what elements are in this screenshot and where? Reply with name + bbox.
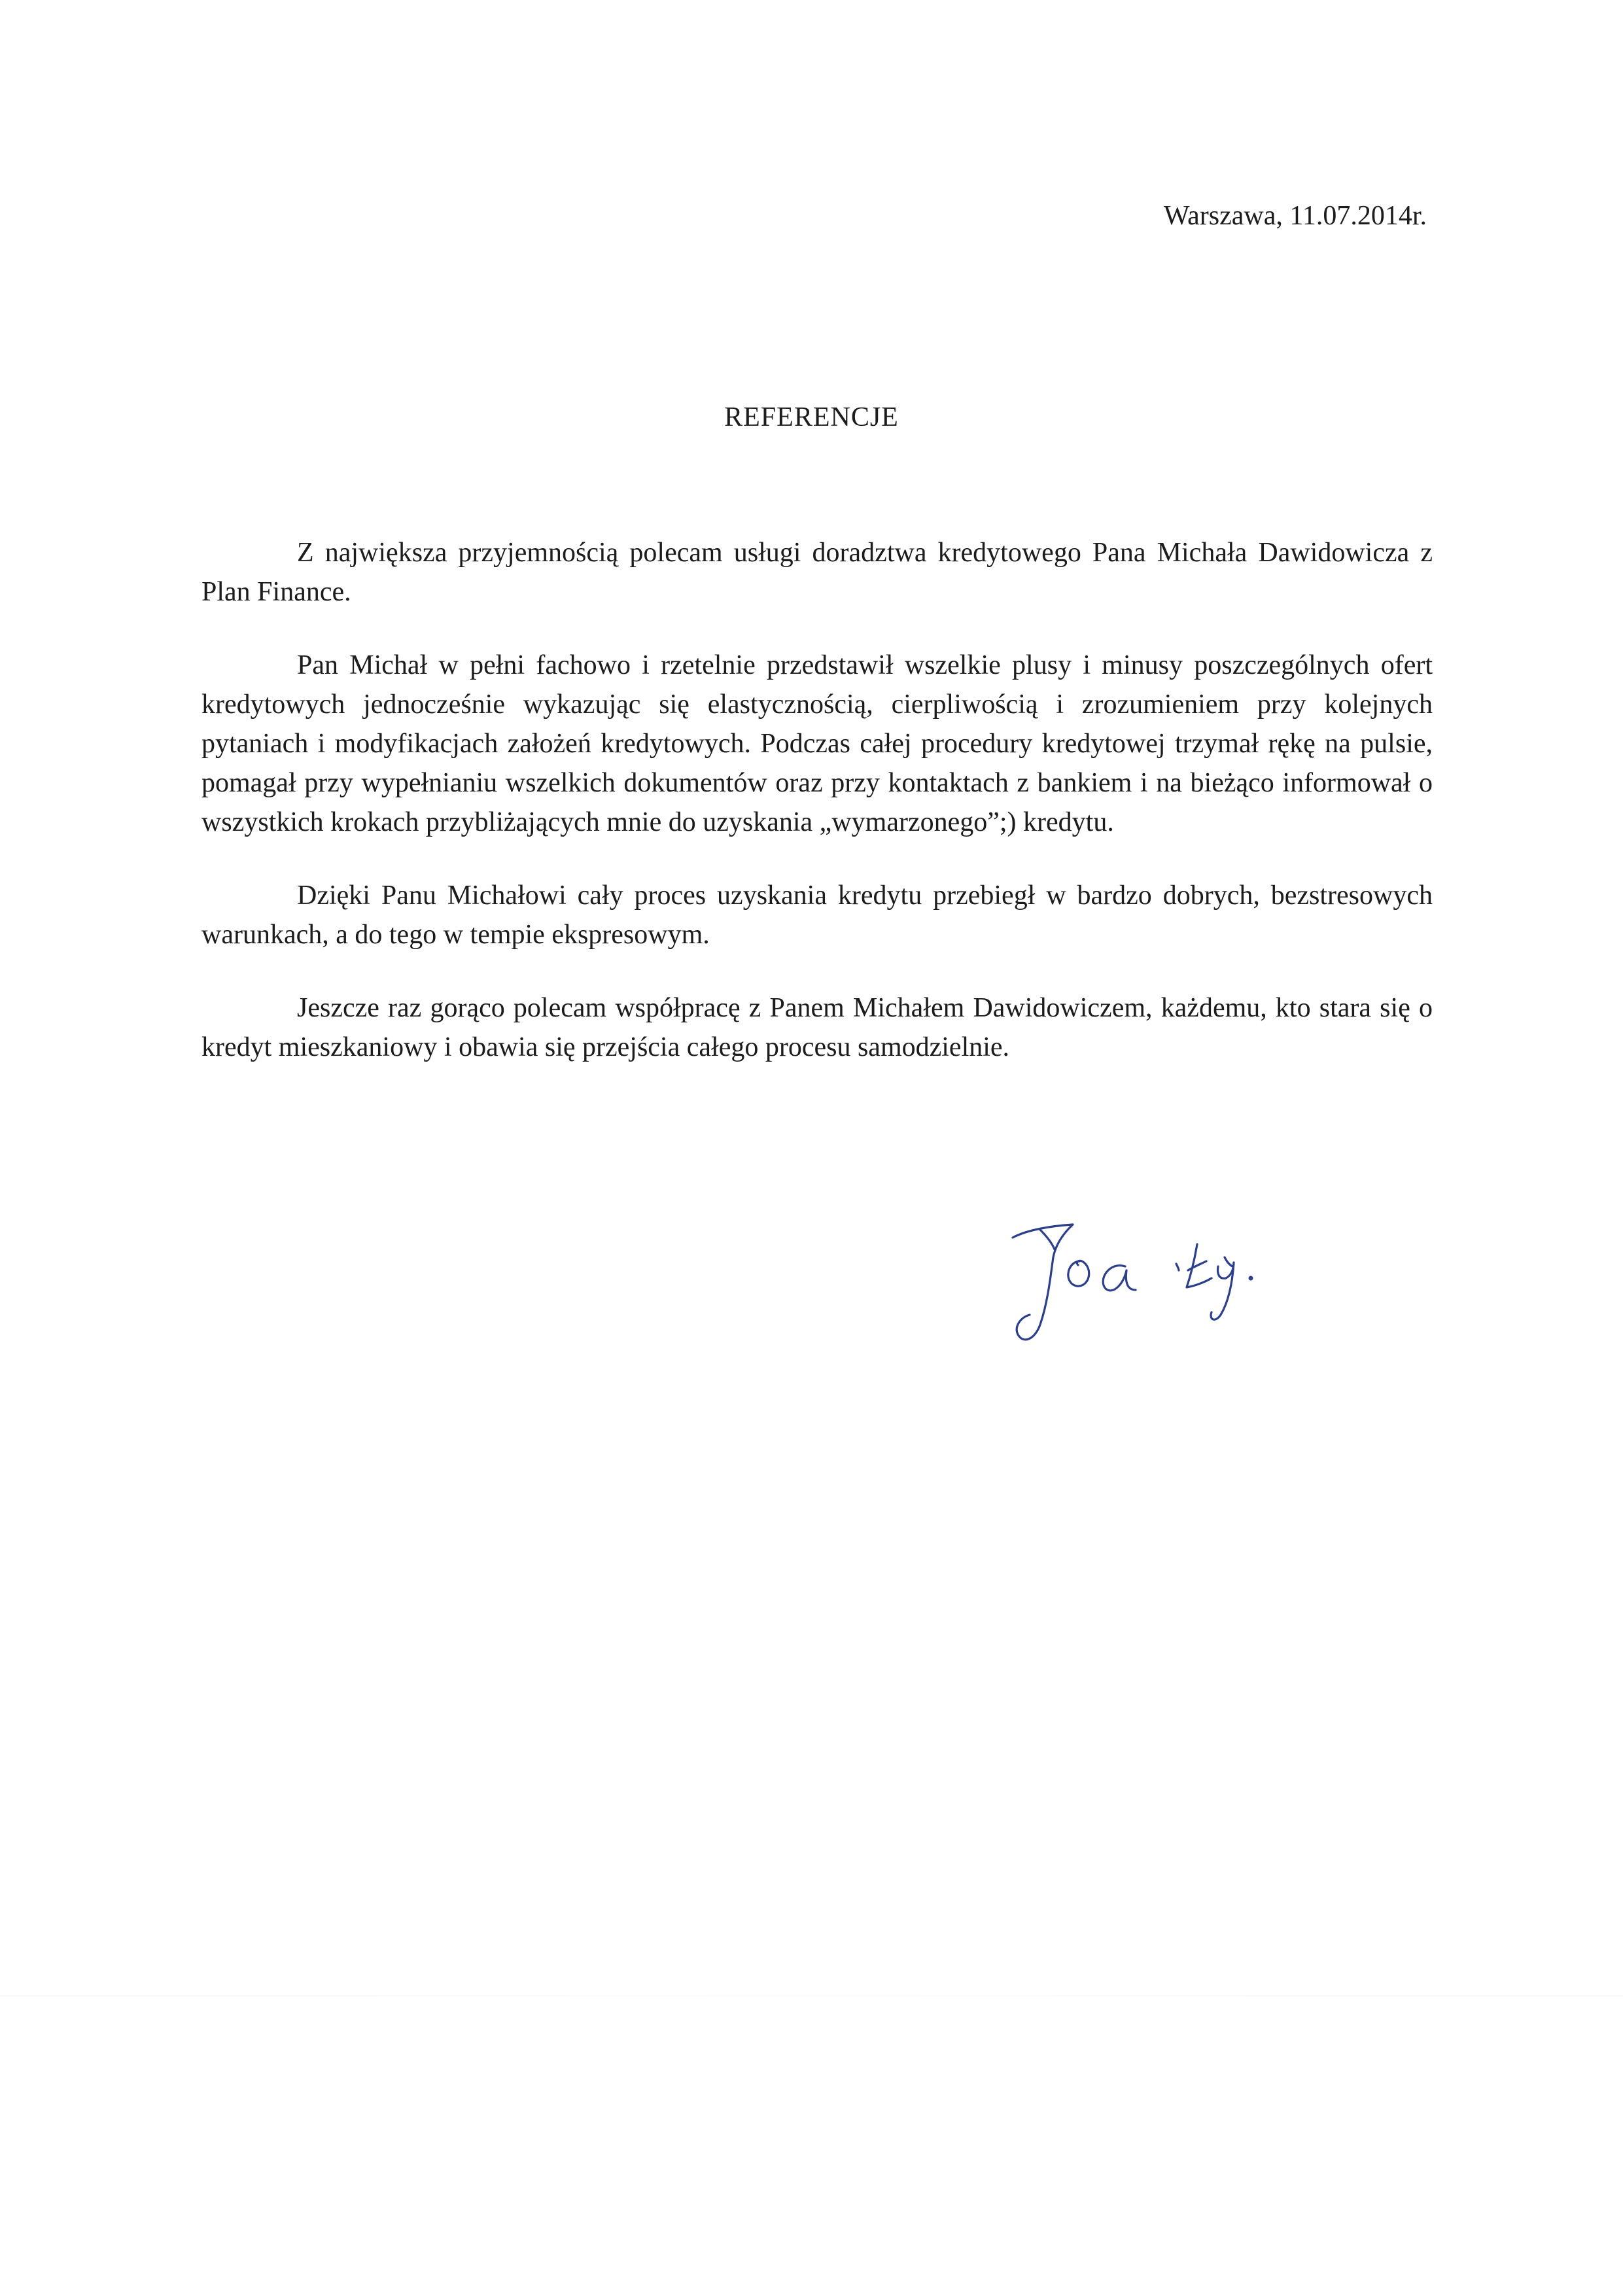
- letter-body: [201, 533, 1433, 1101]
- handwritten-signature: [1001, 1210, 1302, 1367]
- paragraph-3: Dzięki Panu Michałowi cały proces uzyskania kredytu przebiegł w bardzo dobrych, bezstresowych warunkach, a do tego w tempie ekspresowym.: [201, 880, 1433, 950]
- document-title: REFERENCJE: [724, 402, 899, 432]
- place-and-date: Warszawa, 11.07.2014r.: [1163, 201, 1427, 231]
- paragraph-4: Jeszcze raz gorąco polecam współpracę z Panem Michałem Dawidowiczem, każdemu, kto stara się o kredyt mieszkaniowy i obawia się przejścia całego procesu samodzielnie.: [201, 993, 1433, 1062]
- paragraph-2: Pan Michał w pełni fachowo i rzetelnie przedstawił wszelkie plusy i minusy poszczególnych ofert kredytowych jednocześnie wykazując się elastycznością, cierpliwością i zrozumieniem przy kolejnych pytaniach i modyfikacjach założeń kredytowych. Podczas całej procedury kredytowej trzymał rękę na pulsie, pomagał przy wypełnianiu wszelkich dokumentów oraz przy kontaktach z bankiem i na bieżąco informował o wszystkich krokach przybliżających mnie do uzyskania „wymarzonego”;) kredytu.: [201, 650, 1433, 837]
- paragraph-1: Z największa przyjemnością polecam usługi doradztwa kredytowego Pana Michała Dawidowicza z Plan Finance.: [201, 538, 1433, 607]
- scan-edge-line: [0, 1995, 1623, 1996]
